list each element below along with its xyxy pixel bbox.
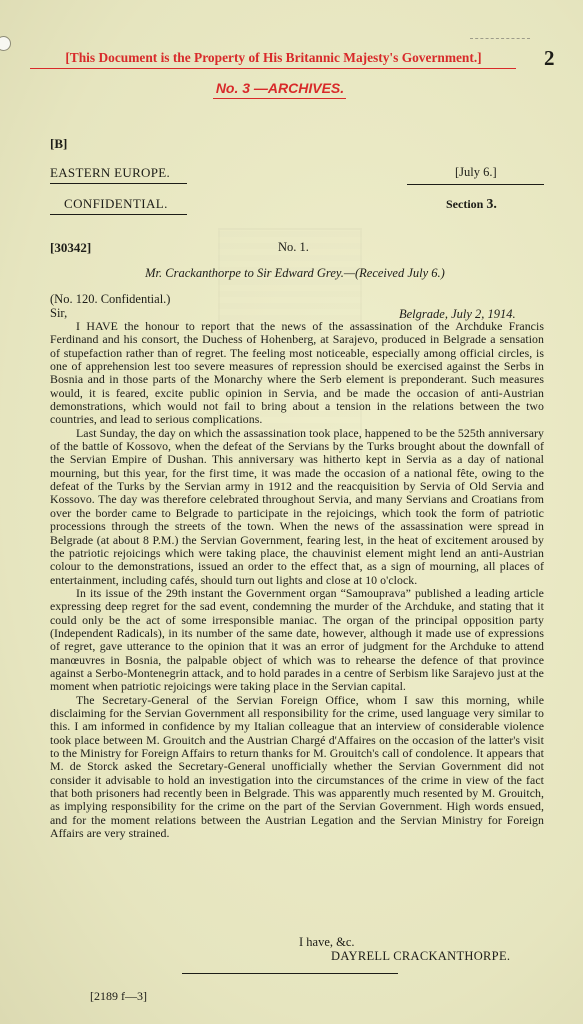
section-number: 3.: [486, 197, 497, 212]
section-label: [446, 197, 497, 213]
document-reference: [30342]: [50, 240, 92, 255]
place-date: Belgrade, July 2, 1914.: [399, 307, 516, 321]
paragraph: Last Sunday, the day on which the assassination took place, happened to be the 525th anniversary of the battle of Kossovo, when the defeat of the Servians by the Turks brought about the downfall of the Servian Empire of Dushan. This anniversary was hitherto kept in Servia as a day of national mourning, but this year, for the first time, it was made the occasion of a national fête, owing to the defeat of the Turks by the Servian army in 1912 and the reacquisition by Servia of Old Servia and Kossovo. The day was therefore celebrated throughout Servia, and many Servians and Croatians from over the border came to Belgrade to participate in the rejoicings, which took the form of patriotic processions through the streets of the town. When the news of the assassination were spread in Belgrade (at about 8 P.M.) the Servian Government, fearing lest, in the heat of excitement aroused by the patriotic rejoicings which were taking place, the chauvinist element might lend an anti-Austrian colour to the demonstrations, issued an order to the effect that, as a sign of mourning, all places of entertainment, including cafés, should turn out lights and close at 10 o'clock.: [50, 425, 544, 587]
region-rule: [50, 183, 187, 184]
letter-body: [50, 320, 544, 840]
document-date: [July 6.]: [455, 165, 497, 179]
section-word: Section: [446, 197, 484, 211]
confidential-label: CONFIDENTIAL.: [64, 196, 168, 211]
footer-rule: [182, 973, 398, 974]
document-number: No. 1.: [278, 240, 309, 254]
region-label: EASTERN EUROPE.: [50, 165, 171, 180]
confidential-rule: [50, 214, 187, 215]
margin-mark: [470, 38, 530, 39]
punch-hole: [0, 36, 11, 51]
archive-stamp: No. 3 —ARCHIVES.: [215, 80, 345, 96]
paragraph: I HAVE the honour to report that the news of the assassination of the Archduke Francis Ferdinand and his consort, the Duchess of Hohenberg, at Sarajevo, produced in Belgrade a sensation of stupefaction rather than of regret. The feeling most noticeable, especially among official circles, is one of apprehension lest too severe measures of repression should be exercised against the Serbs in Bosnia and in those parts of the Monarchy where the Serb element is preponderant. Such measures would, it is feared, excite public opinion in Servia, and be made the occasion of anti-Austrian demonstrations, which would not fail to bring about a tension in the relations between the two countries, and lead to serious complications.: [50, 319, 544, 427]
property-underline: [30, 68, 516, 69]
classification-tag: [B]: [50, 136, 68, 151]
dispatch-reference: (No. 120. Confidential.): [50, 292, 171, 306]
property-notice: [This Document is the Property of His Britannic Majesty's Government.]: [65, 50, 482, 65]
signature: DAYRELL CRACKANTHORPE.: [331, 949, 511, 963]
sheet-number: 2: [544, 46, 555, 70]
paragraph: In its issue of the 29th instant the Government organ “Samouprava” published a leading article expressing deep regret for the sad event, condemning the murder of the Archduke, and stating that it could only be the act of some irresponsible maniac. The organ of the principal opposition party (Independent Radicals), in its number of the same date, however, although it made use of expressions of regret, gave utterance to the opinion that it was an error of judgment for the Archduke to attend manœuvres in Bosnia, the palpable object of which was to rehearse the defence of that province against a Serbo-Montenegrin attack, and to hold parades in a centre of Serbism like Sarajevo just at the moment when patriotic rejoicings were taking place in the Servian capital.: [50, 585, 544, 694]
salutation: Sir,: [50, 306, 68, 320]
print-number: [2189 f—3]: [90, 989, 147, 1003]
closing-formula: I have, &c.: [299, 935, 355, 949]
date-rule: [407, 184, 544, 185]
paragraph: The Secretary-General of the Servian Foreign Office, whom I saw this morning, while disclaiming for the Servian Government all responsibility for the crime, used language very similar to this. I am informed in confidence by my Italian colleague that an interview of considerable violence took place between M. Grouitch and the Austrian Chargé d'Affaires on the occasion of the latter's visit to the Ministry for Foreign Affairs to return thanks for M. Grouitch's call of condolence. It appears that M. de Storck asked the Secretary-General unofficially whether the Servian Government did not consider it advisable to hold an investigation into the circumstances of the crime in view of the fact that both prisoners had recently been in Belgrade. This was apparently much resented by M. Grouitch, as implying responsibility for the crime on the part of the Servian Government. High words ensued, and for the moment relations between the Austrian Legation and the Servian Ministry for Foreign Affairs are very strained.: [50, 692, 544, 841]
dispatch-heading: Mr. Crackanthorpe to Sir Edward Grey.—(Received July 6.): [145, 266, 445, 280]
archive-underline: [213, 98, 346, 99]
